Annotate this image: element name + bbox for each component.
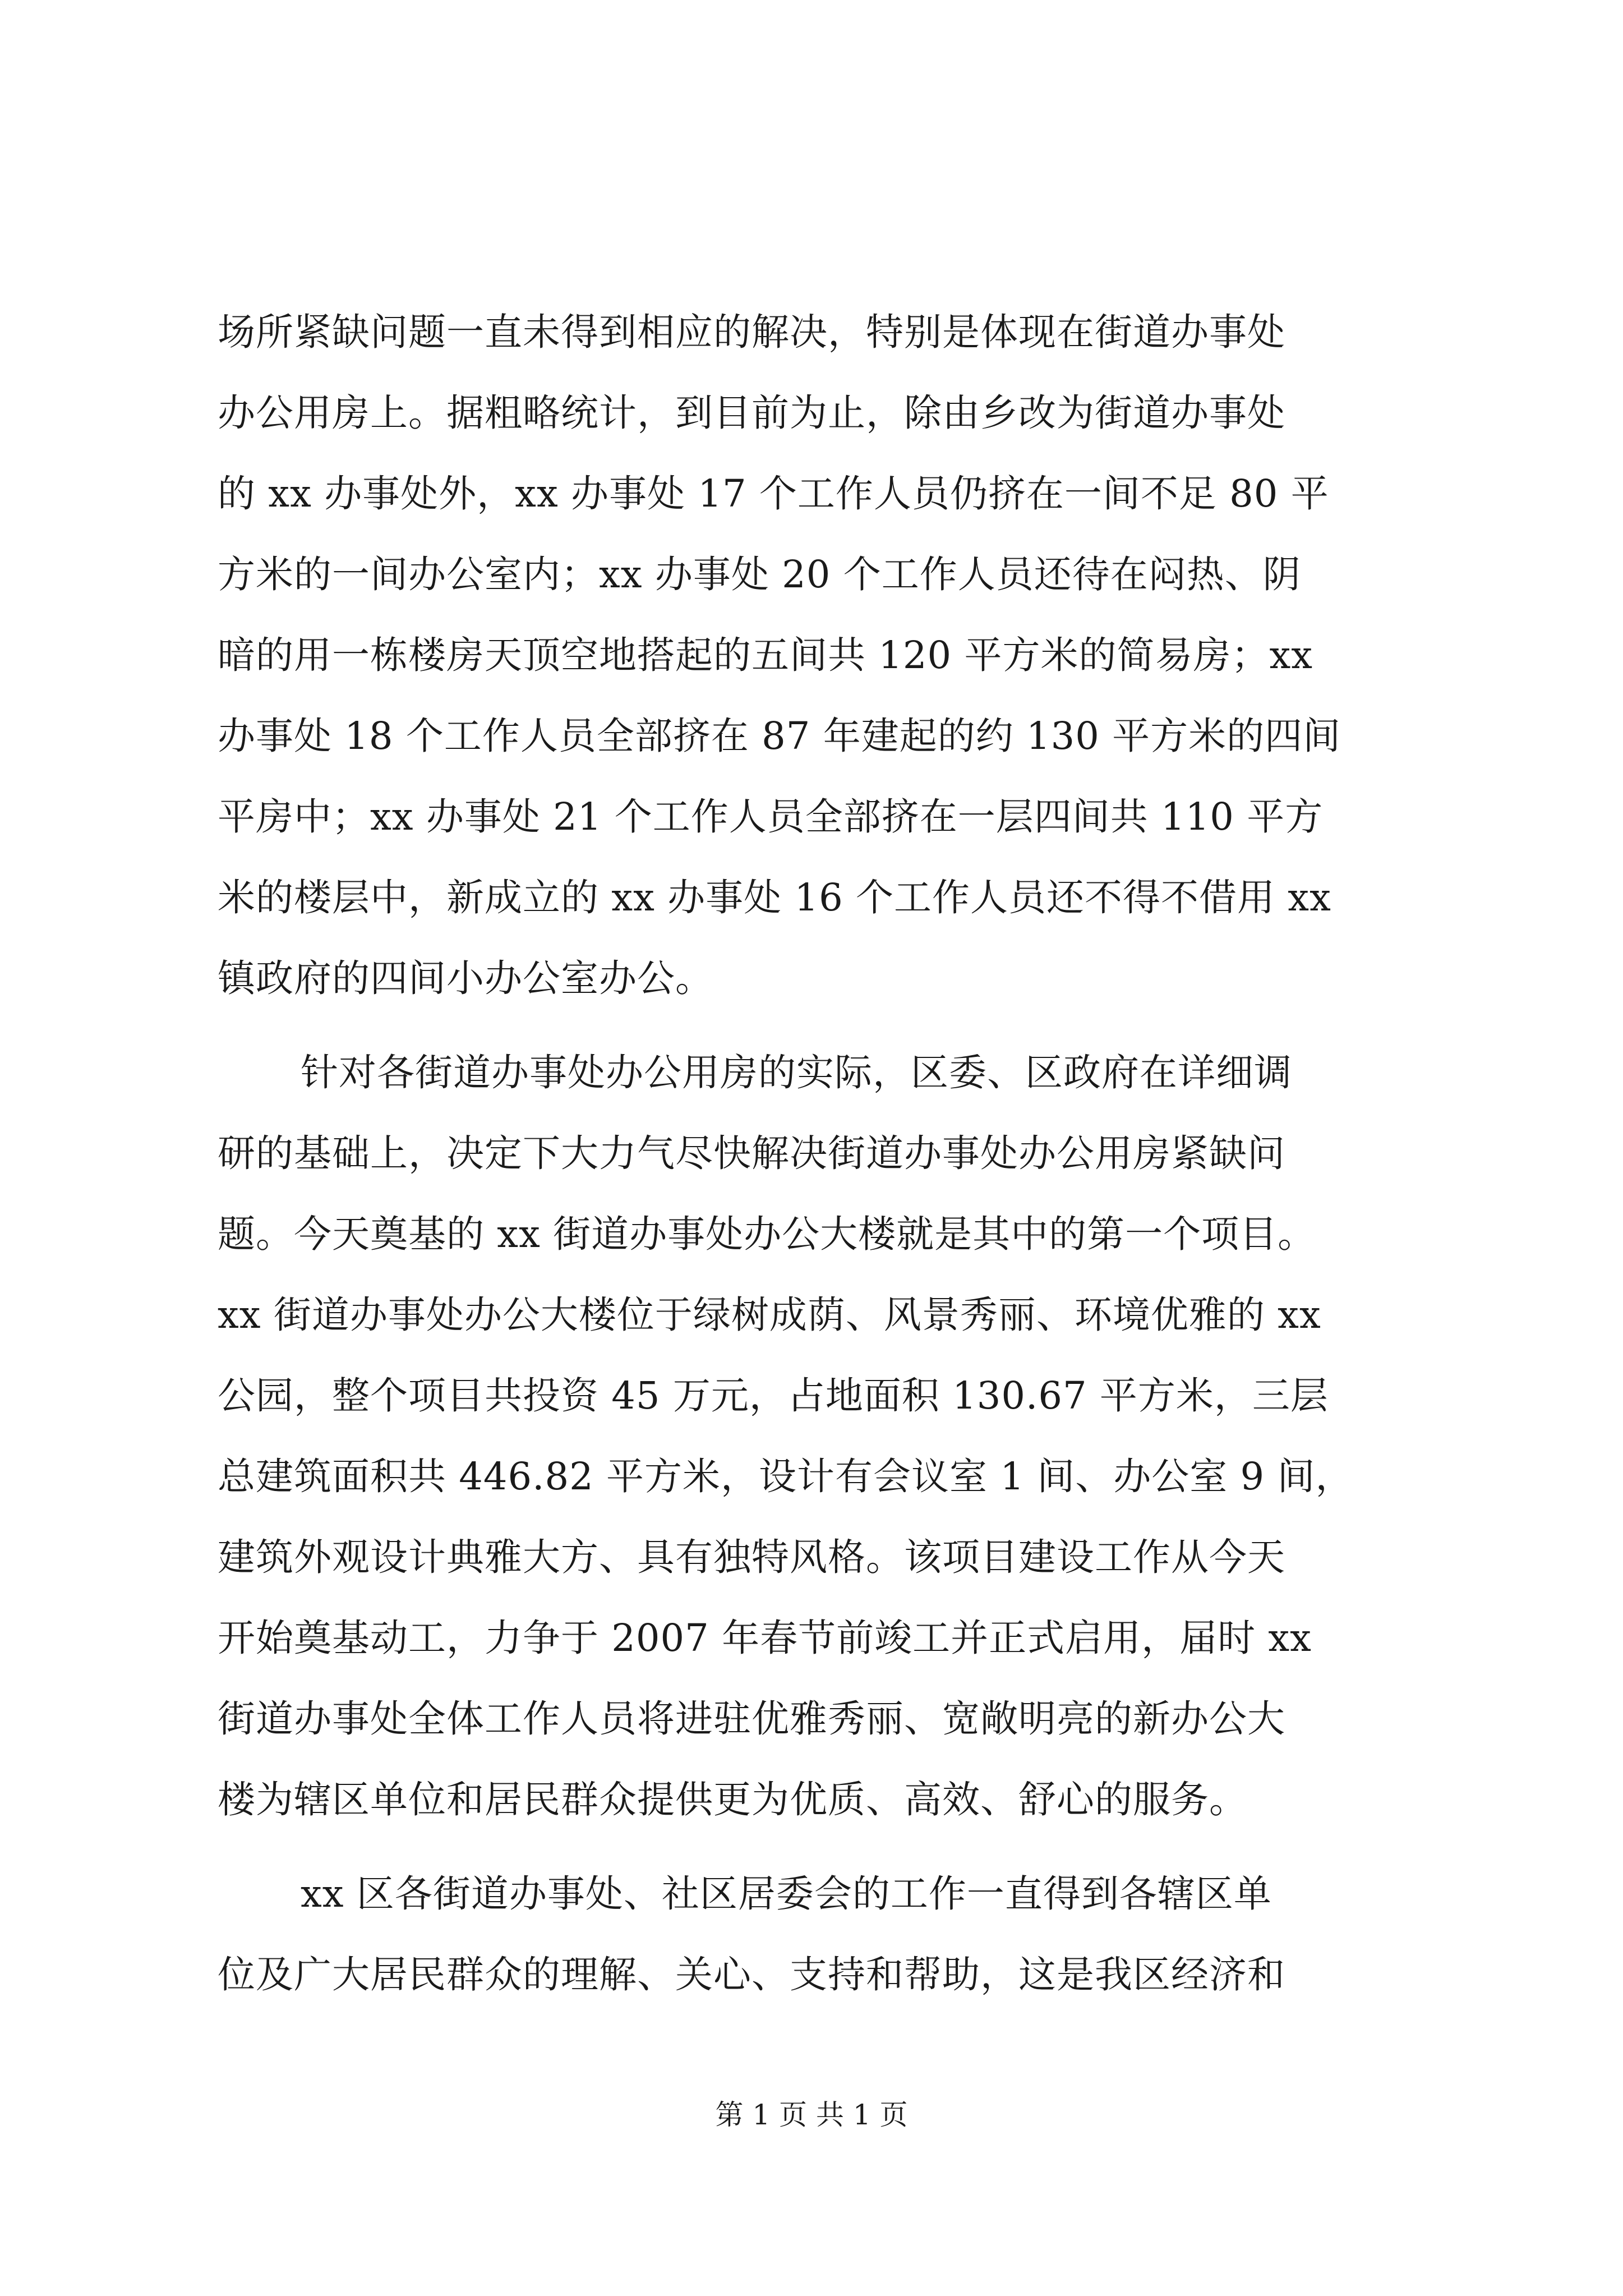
text-line: 办事处 18 个工作人员全部挤在 87 年建起的约 130 平方米的四间 <box>218 714 1341 758</box>
text-line: 总建筑面积共 446.82 平方米，设计有会议室 1 间、办公室 9 间， <box>218 1455 1354 1498</box>
page-footer <box>0 2098 1623 2132</box>
text-line: 楼为辖区单位和居民群众提供更为优质、高效、舒心的服务。 <box>218 1778 1247 1821</box>
text-line: 方米的一间办公室内；xx 办事处 20 个工作人员还待在闷热、阴 <box>218 553 1301 596</box>
text-line: xx 区各街道办事处、社区居委会的工作一直得到各辖区单 <box>301 1872 1272 1916</box>
text-line: 米的楼层中，新成立的 xx 办事处 16 个工作人员还不得不借用 xx <box>218 876 1331 919</box>
text-line: 平房中；xx 办事处 21 个工作人员全部挤在一层四间共 110 平方 <box>218 795 1324 839</box>
text-line: 针对各街道办事处办公用房的实际，区委、区政府在详细调 <box>301 1051 1292 1094</box>
text-line: 场所紧缺问题一直未得到相应的解决，特别是体现在街道办事处 <box>218 310 1285 354</box>
text-line: 题。今天奠基的 xx 街道办事处办公大楼就是其中的第一个项目。 <box>218 1212 1316 1256</box>
text-line: 办公用房上。据粗略统计，到目前为止，除由乡改为街道办事处 <box>218 391 1285 435</box>
paragraph-gap <box>218 1019 1418 1032</box>
page-number-label: 第 1 页 共 1 页 <box>715 2099 908 2131</box>
paragraph-gap <box>218 1840 1418 1853</box>
text-line: 暗的用一栋楼房天顶空地搭起的五间共 120 平方米的简易房；xx <box>218 633 1313 677</box>
text-line: 公园，整个项目共投资 45 万元，占地面积 130.67 平方米，三层 <box>218 1374 1329 1418</box>
text-line: 街道办事处全体工作人员将进驻优雅秀丽、宽敞明亮的新办公大 <box>218 1697 1285 1741</box>
text-line: 开始奠基动工，力争于 2007 年春节前竣工并正式启用，届时 xx <box>218 1616 1312 1660</box>
text-line: 镇政府的四间小办公室办公。 <box>218 956 713 1000</box>
document-body <box>218 292 1418 2015</box>
paragraph <box>218 292 1418 1019</box>
text-line: 位及广大居民群众的理解、关心、支持和帮助，这是我区经济和 <box>218 1953 1285 1996</box>
paragraph <box>218 1853 1418 2015</box>
text-line: 研的基础上，决定下大力气尽快解决街道办事处办公用房紧缺问 <box>218 1131 1285 1175</box>
text-line: xx 街道办事处办公大楼位于绿树成荫、风景秀丽、环境优雅的 xx <box>218 1293 1321 1337</box>
paragraph <box>218 1032 1418 1840</box>
text-line: 建筑外观设计典雅大方、具有独特风格。该项目建设工作从今天 <box>218 1535 1285 1579</box>
text-line: 的 xx 办事处外，xx 办事处 17 个工作人员仍挤在一间不足 80 平 <box>218 472 1329 516</box>
